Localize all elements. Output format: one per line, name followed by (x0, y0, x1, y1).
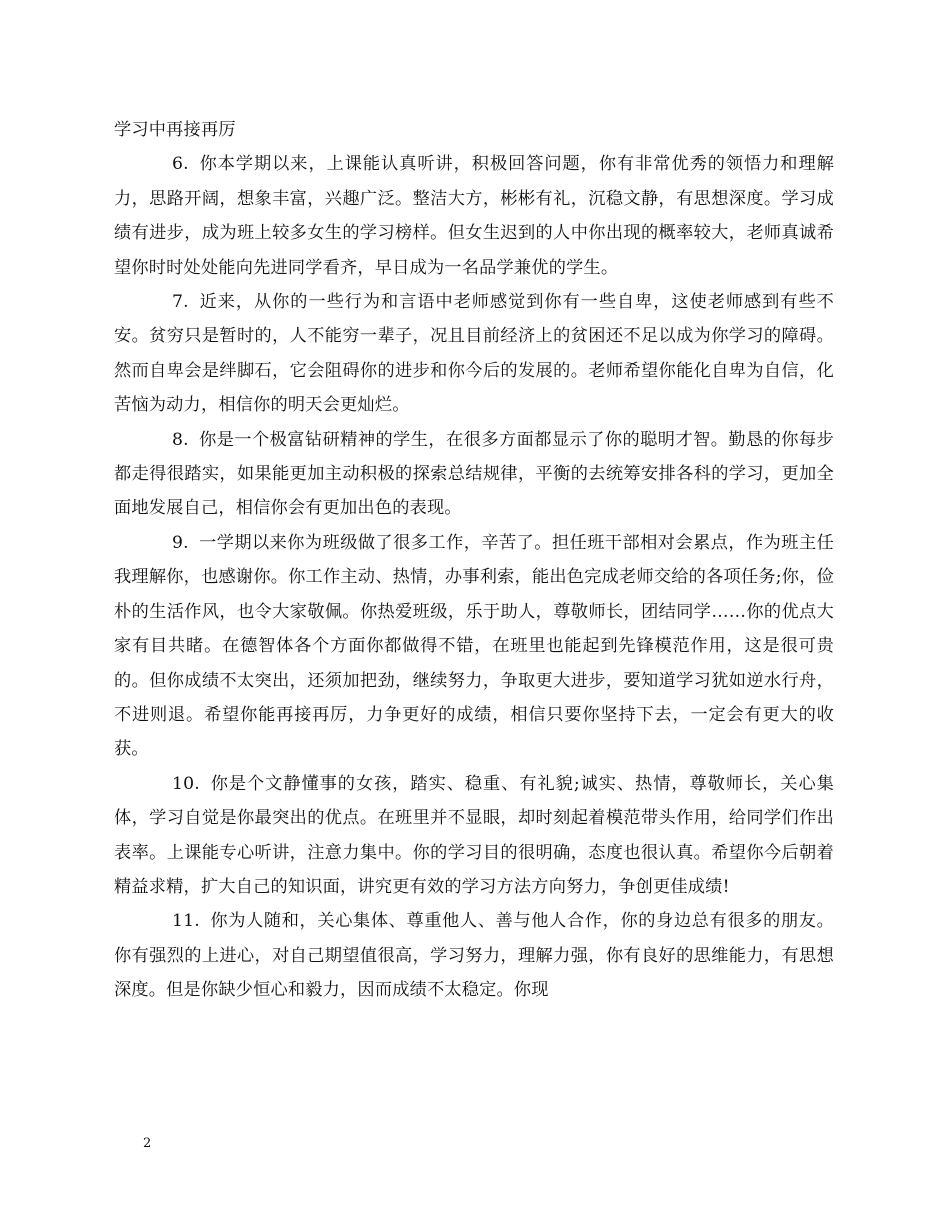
comment-item-10 (114, 767, 834, 905)
item-text: 你是一个极富钻研精神的学生，在很多方面都显示了你的聪明才智。勤恳的你每步都走得很踏实，如果能更加主动积极的探索总结规律，平衡的去统筹安排各科的学习，更加全面地发展自己，相信你会有更加出色的表现。 (114, 429, 834, 519)
comment-item-8 (114, 423, 834, 526)
comment-item-11 (114, 904, 834, 1007)
item-number: 7. (172, 292, 189, 313)
item-text: 你本学期以来，上课能认真听讲，积极回答问题，你有非常优秀的领悟力和理解力，思路开阔，想象丰富，兴趣广泛。整洁大方，彬彬有礼，沉稳文静，有思想深度。学习成绩有进步，成为班上较多女生的学习榜样。但女生迟到的人中你出现的概率较大，老师真诚希望你时时处处能向先进同学看齐，早日成为一名品学兼优的学生。 (114, 154, 834, 278)
item-text: 近来，从你的一些行为和言语中老师感觉到你有一些自卑，这使老师感到有些不安。贫穷只是暂时的，人不能穷一辈子，况且目前经济上的贫困还不足以成为你学习的障碍。然而自卑会是绊脚石，它会阻碍你的进步和你今后的发展的。老师希望你能化自卑为自信，化苦恼为动力，相信你的明天会更灿烂。 (114, 292, 834, 416)
item-number: 10. (172, 773, 200, 794)
comment-item-6 (114, 147, 834, 285)
comment-item-9 (114, 526, 834, 767)
item-number: 6. (172, 154, 189, 175)
item-text: 你是个文静懂事的女孩，踏实、稳重、有礼貌;诚实、热情，尊敬师长，关心集体，学习自觉是你最突出的优点。在班里并不显眼，却时刻起着模范带头作用，给同学们作出表率。上课能专心听讲，注意力集中。你的学习目的很明确，态度也很认真。希望你今后朝着精益求精，扩大自己的知识面，讲究更有效的学习方法方向努力，争创更佳成绩! (114, 773, 834, 897)
item-number: 8. (172, 429, 189, 450)
page-number: 2 (143, 1136, 152, 1151)
item-number: 11. (172, 911, 200, 932)
item-text: 你为人随和，关心集体、尊重他人、善与他人合作，你的身边总有很多的朋友。你有强烈的上进心，对自己期望值很高，学习努力，理解力强，你有良好的思维能力，有思想深度。但是你缺少恒心和毅力，因而成绩不太稳定。你现 (114, 911, 834, 1001)
item-number: 9. (172, 532, 189, 553)
continuation-text: 学习中再接再厉 (114, 120, 236, 140)
item-text: 一学期以来你为班级做了很多工作，辛苦了。担任班干部相对会累点，作为班主任我理解你，也感谢你。你工作主动、热情，办事利索，能出色完成老师交给的各项任务;你，俭朴的生活作风，也令大家敬佩。你热爱班级，乐于助人，尊敬师长，团结同学……你的优点大家有目共睹。在德智体各个方面你都做得不错，在班里也能起到先锋模范作用，这是很可贵的。但你成绩不太突出，还须加把劲，继续努力，争取更大进步，要知道学习犹如逆水行舟，不进则退。希望你能再接再厉，力争更好的成绩，相信只要你坚持下去，一定会有更大的收获。 (114, 532, 834, 760)
document-body (114, 113, 834, 1008)
comment-item-7 (114, 285, 834, 423)
